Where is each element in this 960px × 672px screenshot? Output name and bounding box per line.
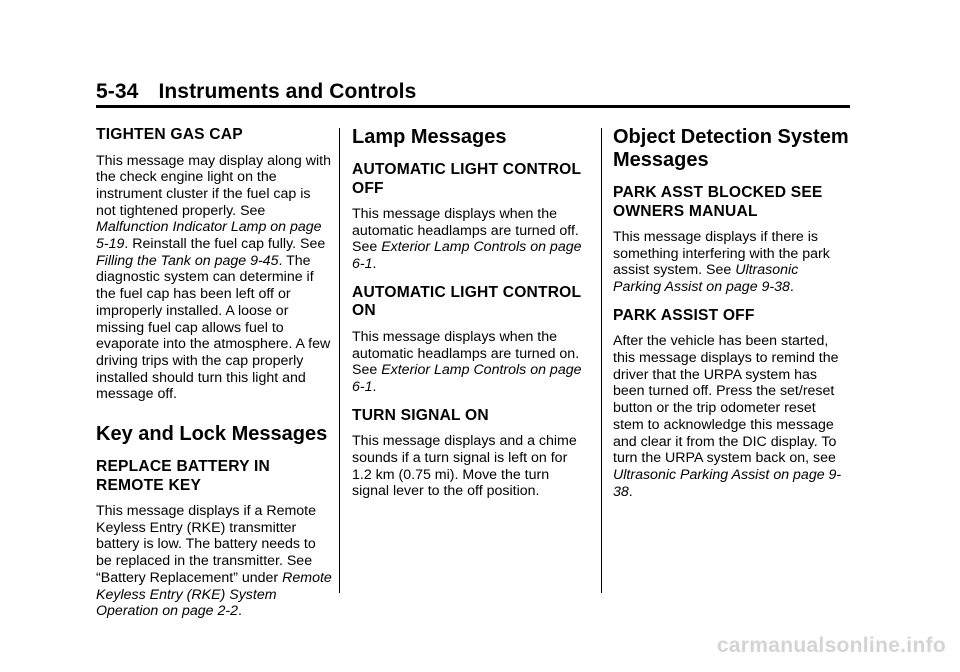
header-rule: [96, 105, 850, 108]
heading-turn-signal-on: TURN SIGNAL ON: [352, 406, 489, 424]
cross-reference-link: Exterior Lamp Controls on page 6-1: [352, 362, 582, 395]
column-divider: [601, 128, 602, 593]
column-1: [96, 126, 332, 631]
paragraph-auto-light-on: [352, 329, 588, 396]
text: This message displays if a Remote Keyless Entry (RKE) transmitter battery is low. The battery needs to be replaced in the transmitter. See “Battery Replacement” under: [96, 503, 316, 586]
section-heading-lamp: Lamp Messages: [352, 126, 507, 148]
heading-park-assist-off: PARK ASSIST OFF: [613, 306, 755, 324]
text: .: [237, 603, 242, 620]
watermark: carmanualsonline.info: [716, 634, 946, 657]
page-header: [96, 80, 416, 104]
cross-reference-link: Exterior Lamp Controls on page 6-1: [352, 239, 582, 273]
text: This message displays when the automatic headlamps are turned on. See: [352, 328, 580, 379]
cross-reference-link: Malfunction Indicator Lamp on page 5-19: [96, 219, 322, 253]
paragraph-turn-signal-on: This message displays and a chime sounds if a turn signal is left on for 1.2 km (0.75 mi). Move the turn signal lever to the off position.: [352, 433, 577, 500]
paragraph-replace-battery: [96, 503, 332, 620]
section-heading-key-lock: Key and Lock Messages: [96, 423, 328, 446]
column-3: [613, 126, 849, 511]
text: .: [372, 256, 377, 273]
heading-tighten-gas-cap: TIGHTEN GAS CAP: [96, 126, 243, 143]
text: After the vehicle has been started, this message displays to remind the driver that the URPA system has been turned off. Press the set/reset button or the trip odometer reset stem to acknowledge this message and clear it from the DIC display. To turn the URPA system back on, see: [613, 333, 839, 467]
heading-auto-light-off: AUTOMATIC LIGHT CONTROL OFF: [352, 161, 581, 197]
text: .: [789, 279, 794, 296]
paragraph-park-asst-blocked: [613, 229, 849, 296]
text: This message may display along with the check engine light on the instrument cluster if the fuel cap is not tightened properly. See: [96, 152, 331, 219]
section-heading-object-detection: Object Detection System Messages: [613, 126, 849, 171]
heading-auto-light-on: AUTOMATIC LIGHT CONTROL ON: [352, 283, 581, 320]
page-number: 5-34: [96, 80, 139, 103]
heading-replace-battery: REPLACE BATTERY IN REMOTE KEY: [96, 458, 270, 494]
text: This message displays if there is something interfering with the park assist system. See: [613, 229, 830, 279]
cross-reference-link: Ultrasonic Parking Assist on page 9-38: [613, 466, 842, 500]
page-title: Instruments and Controls: [158, 80, 417, 103]
text: . The diagnostic system can determine if the fuel cap has been left off or improperly installed. A loose or missing fuel cap allows fuel to evaporate into the atmosphere. A few driving trips with the cap properly installed should turn this light and message off.: [96, 252, 331, 403]
text: .: [372, 378, 377, 395]
text: This message displays when the automatic headlamps are turned off. See: [352, 206, 579, 256]
cross-reference-link: Ultrasonic Parking Assist on page 9-38: [613, 262, 799, 296]
paragraph-auto-light-off: [352, 206, 588, 273]
cross-reference-link: Filling the Tank on page 9-45: [96, 252, 279, 269]
paragraph-tighten-gas-cap: [96, 153, 332, 404]
cross-reference-link: Remote Keyless Entry (RKE) System Operation on page 2-2: [96, 569, 332, 620]
text: .: [628, 483, 633, 500]
text: . Reinstall the fuel cap fully. See: [124, 236, 326, 253]
heading-park-asst-blocked: PARK ASST BLOCKED SEE OWNERS MANUAL: [613, 184, 823, 220]
column-2: [352, 126, 588, 511]
paragraph-park-assist-off: [613, 333, 849, 500]
column-divider: [339, 128, 340, 593]
